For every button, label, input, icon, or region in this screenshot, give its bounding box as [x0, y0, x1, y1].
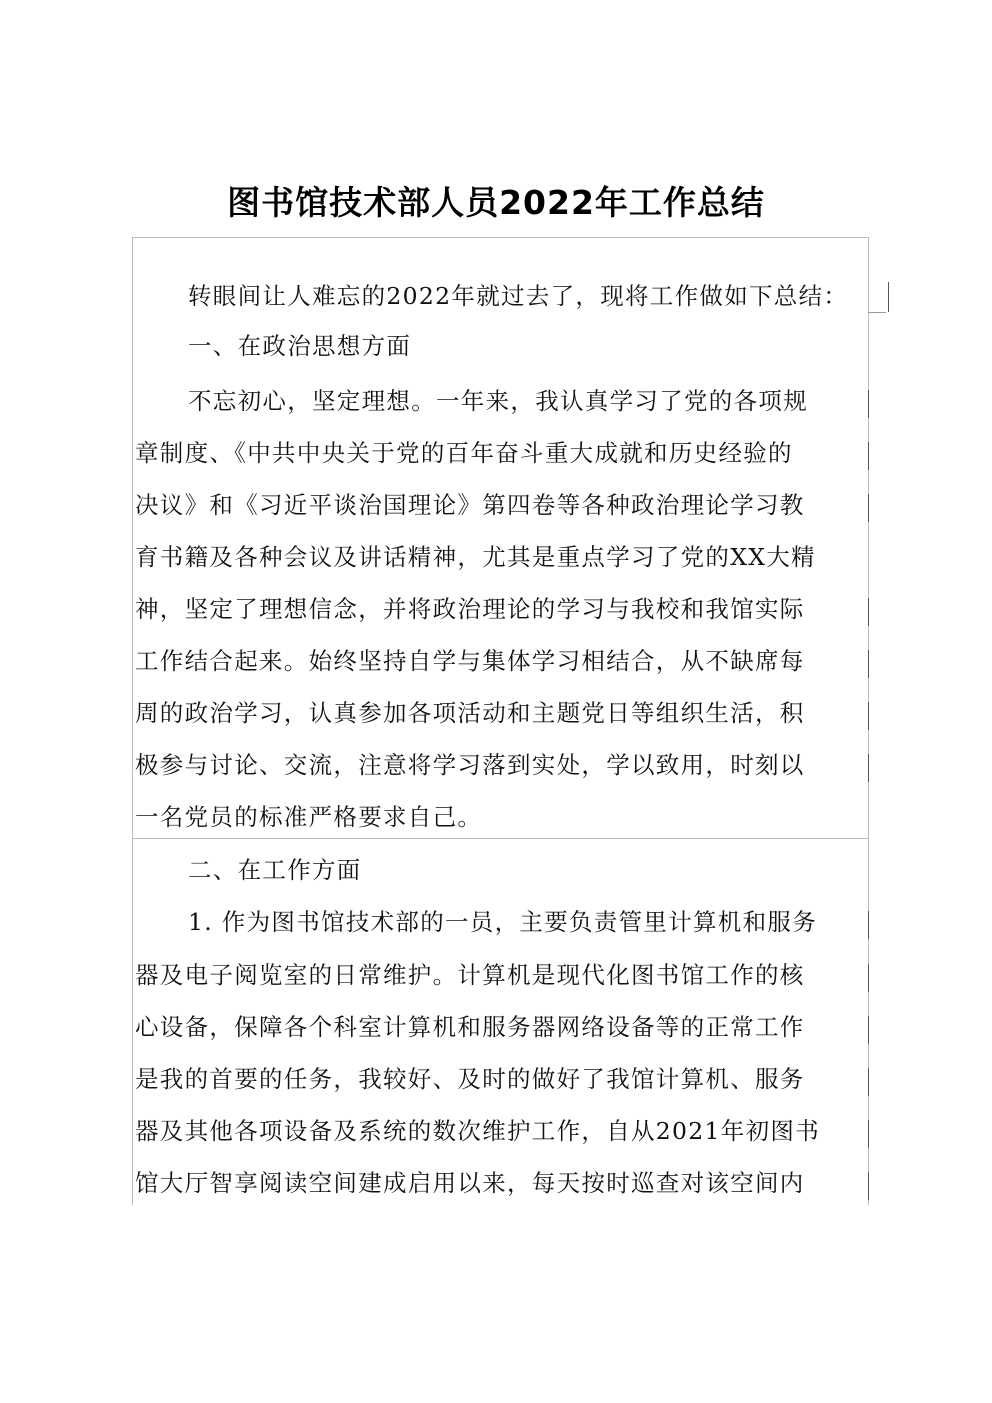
- intro-paragraph: 转眼间让人难忘的2022年就过去了，现将工作做如下总结：: [188, 282, 849, 310]
- line-end-marker: [868, 390, 869, 418]
- line-end-marker: [868, 754, 869, 782]
- text-line: 1. 作为图书馆技术部的一员，主要负责管里计算机和服务: [188, 908, 817, 936]
- text-line: 极参与讨论、交流，注意将学习落到实处，学以致用，时刻以: [135, 751, 805, 779]
- line-end-marker: [868, 1172, 869, 1200]
- line-end-marker: [868, 1016, 869, 1044]
- text-line: 一名党员的标准严格要求自己。: [135, 803, 483, 831]
- line-end-marker: [868, 911, 869, 939]
- section-divider-line: [132, 838, 868, 839]
- line-end-marker: [868, 1068, 869, 1096]
- text-line: 馆大厅智享阅读空间建成启用以来，每天按时巡查对该空间内: [135, 1169, 805, 1197]
- line-end-marker: [868, 702, 869, 730]
- text-line: 器及电子阅览室的日常维护。计算机是现代化图书馆工作的核: [135, 961, 805, 989]
- text-line: 器及其他各项设备及系统的数次维护工作，自从2021年初图书: [135, 1117, 821, 1145]
- text-line: 章制度、《中共中央关于党的百年奋斗重大成就和历史经验的: [135, 439, 793, 467]
- line-end-marker: [868, 1120, 869, 1148]
- text-line: 不忘初心，坚定理想。一年来，我认真学习了党的各项规: [188, 387, 808, 415]
- section-heading-work: 二、在工作方面: [188, 856, 362, 884]
- line-end-marker: [868, 442, 869, 470]
- text-line: 工作结合起来。始终坚持自学与集体学习相结合，从不缺席每: [135, 647, 805, 675]
- text-line: 神，坚定了理想信念，并将政治理论的学习与我校和我馆实际: [135, 595, 805, 623]
- text-line: 周的政治学习，认真参加各项活动和主题党日等组织生活，积: [135, 699, 805, 727]
- left-border-line: [132, 237, 133, 1205]
- text-line: 是我的首要的任务，我较好、及时的做好了我馆计算机、服务: [135, 1065, 805, 1093]
- paragraph-end-tick: [868, 312, 886, 313]
- top-border-line: [132, 237, 868, 238]
- line-end-marker: [868, 964, 869, 992]
- text-line: 心设备，保障各个科室计算机和服务器网络设备等的正常工作: [135, 1013, 805, 1041]
- paragraph-end-marker: [888, 282, 889, 312]
- line-end-marker: [868, 598, 869, 626]
- line-end-marker: [868, 650, 869, 678]
- section-heading-politics: 一、在政治思想方面: [188, 332, 412, 360]
- line-end-marker: [868, 494, 869, 522]
- text-line: 决议》和《习近平谈治国理论》第四卷等各种政治理论学习教: [135, 491, 805, 519]
- text-line: 育书籍及各种会议及讲话精神，尤其是重点学习了党的XX大精: [135, 543, 816, 571]
- document-title: 图书馆技术部人员2022年工作总结: [227, 183, 765, 222]
